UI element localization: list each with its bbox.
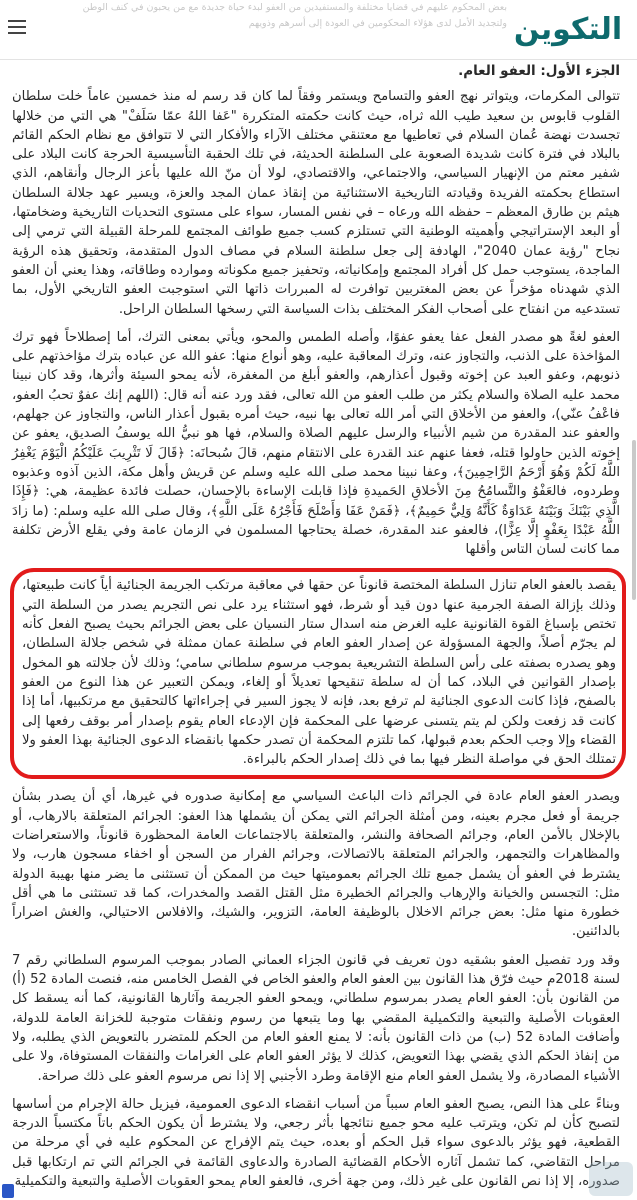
header-faded-text [82, 0, 507, 52]
faded-line: ولتجديد الأمل لدى هؤلاء المحكومين في العودة إلى أسرهم وذويهم [248, 18, 507, 29]
section-title: الجزء الأول: العفو العام. [458, 63, 620, 79]
faded-line: بعض المحكوم عليهم في قضايا مختلفة والمستفيدين من العفو لبدء حياة جديدة مع من يحبون في كنف الوطن [82, 2, 507, 13]
article-paragraph: وقد ورد تفصيل العفو بشقيه دون تعريف في قانون الجزاء العماني الصادر بموجب المرسوم السلطاني رقم 7 لسنة 2018م حيث فرّق هذا القانون بين العفو العام والعفو الخاص في الفصل الخامس منه، فنصت المادة 52 (أ) من القانون بأن: العفو العام يصدر بمرسوم سلطاني، ويمحو العفو الجريمة وآثارها القانونية، كما أنه يسقط كل العقوبات الأصلية والتبعية والتكميلية المقضي بها وما يتبعها من رسوم ونفقات متوجبة للخزانة العامة للدولة، وأضافت المادة 52 (ب) من ذات القانون بأنه: لا يمنع العفو العام من الحكم للمتضرر بالتعويض الذي يطلبه، ولا من إنفاذ الحكم الذي يقضي بهذا التعويض، كذلك لا يؤثر العفو العام على الغرامات والنفقات المستوفاة، ولا على الأشياء المصادرة، ولا يشمل العفو العام منع الإقامة وطرد الأجنبي إلا إذا نص مرسوم العفو على ذلك صراحة. [12, 952, 620, 1084]
highlighted-section [10, 568, 626, 779]
site-header [0, 0, 637, 60]
article-paragraph: ويصدر العفو العام عادة في الجرائم ذات الباعث السياسي مع إمكانية صدوره في غيرها، أي أن يصدر بشأن جريمة أو فعل مجرم بعينه، ومن أمثلة الجرائم التي يمكن أن يشملها هذا العفو: الجرائم المتعلقة بالارهاب، أو بالإخلال بالأمن العام، وجرائم الصحافة والنشر، والمتعلقة بالاجتماعات العامة المحظورة قانوناً، والاستعراضات والمظاهرات والتجمهر، والجرائم المتعلقة بالاتصالات، وجرائم الفرار من السجن أو اخفاء مسجون هارب، ولا يشترط في العفو أن يشمل جميع تلك الجرائم بعموميتها حيث من الممكن أن تستثنى ما يضر منها بهيبة الدولة مثل: التجسس والخيانة والإرهاب والجرائم الخطيرة مثل القتل القصد والمخدرات، كما قد تستثنى ما هي أقل خطورة منها مثل: بعض جرائم الاخلال بالوظيفة العامة، التزوير، والشيك، والافلاس الاحتيالي، والغش اضراراً بالدائنين. [12, 789, 620, 940]
scrollbar-track[interactable] [631, 60, 637, 1200]
watermark-icon [589, 1162, 633, 1196]
app-badge-icon [2, 1184, 14, 1198]
highlighted-paragraph: يقصد بالعفو العام تنازل السلطة المختصة قانوناً عن حقها في معاقبة مرتكب الجريمة الجنائية أياً كانت طبيعتها، وذلك بإزالة الصفة الجرمية عنها دون قيد أو شرط، فهو استثناء يرد على نص التجريم يصدر من السلطة التي تختص بإسباغ القوة القانونية عليه الغرض منه اسدال ستار النسيان على بعض الجرائم بحيث يصبح الفعل كأنه لم يجرّم أصلاً، والجهة المسؤولة عن إصدار العفو العام في سلطنة عمان ممثلة في شخص جلالة السلطان، وهو يصدره بصفته على رأس السلطة التشريعية بموجب مرسوم سلطاني سامي؛ وذلك لأن جلالته هو المخول بإصدار القوانين في البلاد، كما أن له سلطة تنقيحها تعديلاً أو إلغاء، ويمكن التعبير عن هذا النوع من العفو بالصفح، فإذا كانت الدعوى الجنائية لم ترفع بعد، فإنه لا يجوز السير في إجراءاتها كالتحقيق مع مرتكبيها، أما إذا كانت قد زفعت ولكن لم يتم يتسنى عرضها على المحكمة فإن الإدعاء العام يقوم بإصدار أمر بوقف رفعها إلى القضاء وإلا وجب الحكم بعدم قبولها، كما تلتزم المحكمة أن تصدر حكمها بانقضاء الدعوى الجنائية بهذا العفو ولا تمتلك الحق في مواصلة النظر فيها بما في ذلك إصدار الحكم بالبراءة. [22, 578, 616, 768]
hamburger-menu-icon[interactable] [8, 20, 26, 36]
article-body [12, 58, 620, 1200]
article-paragraph: العفو لغةً هو مصدر الفعل عفا يعفو عفوًا، وأصله الطمس والمحو، ويأتي بمعنى الترك، أما إصطلاحاً فهو ترك المؤاخذة على الذنب، والتجاوز عنه، وترك المعاقبة عليه، وهو أنواع منها: عفو الله عن عباده بترك مؤاخذتهم على ذنوبهم، وعفو العبد عن إخوته وقبول أعذارهم، والعفو أبلغ من المغفرة، لأنه يمحو السيئة وأثرها، وقد كان نبينا محمد عليه الصلاة والسلام يكثر من طلب العفو من الله تعالى، فقد ورد عنه أنه قال: (اللهم إنك عفوٌ تحبُ العفو، فاعْفُ عنّي)، والعفو من الأخلاق التي أمر الله تعالى بها نبيه، حيث أمره بقبول أعذار الناس، والتجاوز عن جهلهم، والعفو عند المقدرة من شيم الأنبياء والرسل عليهم الصلاة والسلام، فها هو نبيُّ الله يوسفُ الصديق، يعفو عن إخوته الذين حاولوا قتله، فعفا عنهم عند القدرة على الانتقام منهم، قالَ سُبحانَه: ﴿قَالَ لَا تَثْرِيبَ عَلَيْكُمُ الْيَوْمَ يَغْفِرُ اللَّهُ لَكُمْ وَهُوَ أَرْحَمُ الرَّاحِمِينَ﴾، وعفا نبينا محمد صلى الله عليه وسلم عن قريش وأهل مكة، الذين آذوه وعذبوه وطردوه، فالعَفْوُ والتَّسامُحُ مِنَ الأخلاقِ الحَميدةِ فإذا قابلت الإساءة بالإحسان، حصلت فائدة عظيمة، هي: ﴿فَإِذَا الَّذِي بَيْنَكَ وَبَيْنَهُ عَدَاوَةٌ كَأَنَّهُ وَلِيٌّ حَمِيمٌ﴾، ﴿فَمَنْ عَفَا وَأَصْلَحَ فَأَجْرُهُ عَلَى اللَّهِ﴾، وقال صلى الله عليه وسلم: (ما زادَ اللَّهُ عَبْدًا بِعَفْوٍ إلَّا عِزًّا)، فالعفو عند المقدرة، خصلة يحتاجها المسلمون في الزمان عامة وفي يقلع الأرض تكلفة مما كانت لسان التاس وأقلها [12, 329, 620, 558]
logo-text: التكوين [513, 11, 623, 47]
article-paragraph: وبناءً على هذا النص، يصبح العفو العام سبباً من أسباب انقضاء الدعوى العمومية، فيزيل حالة الإجرام من أساسها لتصبح كأن لم تكن، ويترتب عليه محو جميع نتائجها بأثر رجعي، ولا يشترط أن يكون الحكم باتاً مكتسباً الدرجة القطعية، فهو يؤثر بالدعوى سواء قبل الحكم أو بعده، حيث يتم الإفراج عن المحكوم عليه في أي مرحلة من مراحل التقاضي، كما تشمل آثاره الأحكام القضائية الصادرة والدعاوى القائمة في الجرائم التي تم ارتكابها قبل صدوره، إلا إذا نص القانون على غير ذلك، ومن جهة أخرى، فالعفو العام يمحو العقوبات الأصلية والتبعية والتكميلية [12, 1096, 620, 1190]
scrollbar-thumb[interactable] [632, 440, 636, 600]
article-paragraph: تتوالى المكرمات، ويتواتر نهج العفو والتسامح ويستمر وفقاً لما كان قد رسم له منذ خمسين عاماً خلت سلطان القلوب قابوس بن سعيد طيب الله ثراه، حيث كانت حكمته المتكررة "عَفا اللهُ عمّا سَلَفْ" هي التي من خلالها تجسدت نهضة عُمان السلام في تعاطيها مع معتنقي مختلف الآراء والأفكار التي لا تتوافق مع نظام الحكم القائم بالبلاد في فترة كانت شديدة الصعوبة على السلطنة الحديثة، في تلك الحقبة التأسيسية الحرجة كانت البلاد على شفير معتم من الإنهيار السياسي، والاجتماعي، والاقتصادي، لولا أن منّ الله عليها بأعز الرجال وأنقاهم، الذي استطاع بحكمته الفريدة وقيادته التاريخية الاستثنائية من إنقاذ عمان المجد والعزة، ويسير عهد جلالة السلطان هيثم بن طارق المعظم – حفظه الله ورعاه – في نفس المسار، سواء على مستوى التحديات التاريخية وضخامتها، أو البعد الإستراتيجي وأهميته الوطنية التي تستلزم كسب جميع طوائف المجتمع للمرحلة القبيلة التي ترمي إلى نجاح "رؤية عمان 2040"، الهادفة إلى جعل سلطنة السلام في مصاف الدول المتقدمة، وتحقيق هذه الرؤية الماجدة، يستوجب حمل كل أفراد المجتمع وإمكانياته، وتحفيز جميع مكوناته وموارده وطاقاته، وهذا يعني أن العفو الذي شهدناه مؤخراً عن بعض المغتربين توافرت له المبررات ذاتها التي استوجبت العفو التاريخي الأول، بما تستدعيه من انفتاح على أصحاب الفكر المختلف بذات السياسة التي رسخها السلطان الراحل. [12, 89, 621, 317]
site-logo[interactable] [507, 6, 629, 52]
